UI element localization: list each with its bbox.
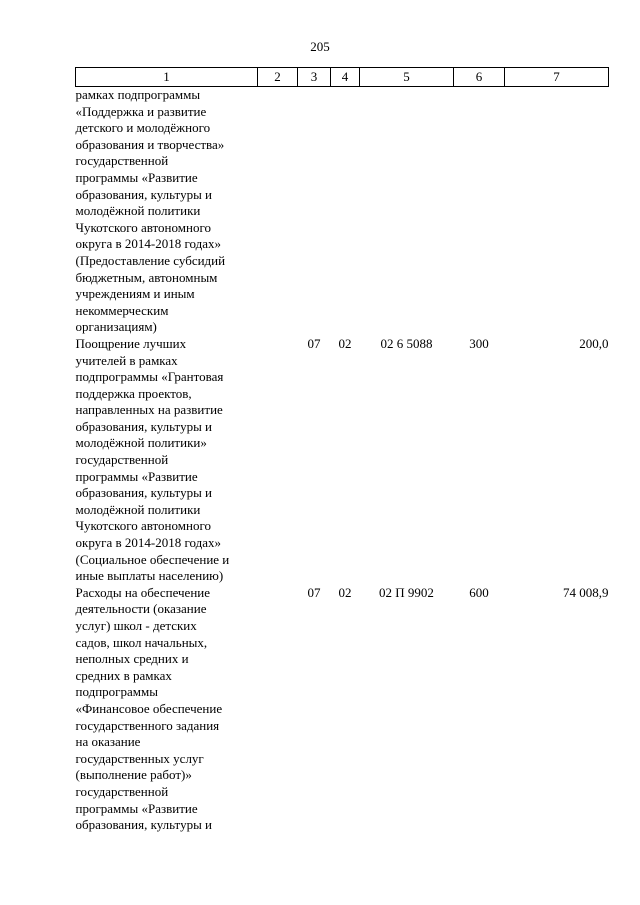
description-line: учителей в рамках [75,352,178,368]
description-line: бюджетным, автономным [75,269,218,285]
description-line: Поощрение лучших [75,335,187,351]
description-line: государственной [75,153,169,169]
description-line: «Поддержка и развитие [75,103,207,119]
description-line: подпрограммы «Грантовая [75,369,224,385]
description-line: иные выплаты населению) [75,568,224,584]
cell-expense-type [454,87,505,336]
description-line: некоммерческим [75,302,169,318]
table-body [76,87,609,834]
cell-description [76,585,258,834]
page-number: 205 [310,39,330,54]
description-line: государственной [75,452,169,468]
column-header-4: 4 [331,68,360,87]
description-line: детского и молодёжного [75,120,211,136]
cell-subsection: 02 [338,335,352,351]
cell-description [76,336,258,585]
description-line: образования, культуры и [75,485,213,501]
description-line: молодёжной политики [75,203,201,219]
column-header-1: 1 [76,68,258,87]
column-header-5: 5 [360,68,454,87]
description-line: садов, школ начальных, [75,634,208,650]
description-line: «Финансовое обеспечение [75,700,223,716]
description-line: образования, культуры и [75,817,213,833]
description-line: Чукотского автономного [75,219,211,235]
description-line: округа в 2014-2018 годах» [75,535,221,551]
cell-target-article [360,87,454,336]
table-row [76,87,609,336]
description-line: учреждениям и иным [75,286,195,302]
description-line: программы «Развитие [75,468,198,484]
description-line: образования и творчества» [75,136,225,152]
description-line: молодёжной политики [75,501,201,517]
description-line: на оказание [75,734,141,750]
description-line: подпрограммы [75,684,158,700]
column-header-6: 6 [454,68,505,87]
description-line: рамках подпрограммы [75,87,201,102]
description-line: программы «Развитие [75,169,198,185]
description-line: государственного задания [75,717,220,733]
cell-col-2 [258,585,298,834]
cell-section [298,87,331,336]
column-header-2: 2 [258,68,298,87]
cell-col-2 [258,87,298,336]
description-line: неполных средних и [75,651,189,667]
description-line: средних в рамках [75,667,172,683]
cell-expense-type: 300 [469,335,489,351]
cell-amount: 200,0 [579,335,609,351]
description-line: поддержка проектов, [75,385,192,401]
description-line: Расходы на обеспечение [75,584,211,600]
column-header-3: 3 [298,68,331,87]
column-number-row [76,68,609,87]
cell-amount: 74 008,9 [563,584,609,600]
cell-section: 07 [307,335,321,351]
description-line: направленных на развитие [75,402,223,418]
budget-table [75,67,609,834]
description-line: (выполнение работ)» [75,767,192,783]
cell-col-2 [258,336,298,585]
description-line: (Социальное обеспечение и [75,551,230,567]
description-line: округа в 2014-2018 годах» [75,236,221,252]
cell-description [76,87,258,336]
description-line: Чукотского автономного [75,518,211,534]
description-line: программы «Развитие [75,800,198,816]
description-line: деятельности (оказание [75,601,207,617]
description-line: государственных услуг [75,750,204,766]
cell-expense-type: 600 [469,584,489,600]
description-line: организациям) [75,319,157,335]
table-row [76,336,609,585]
description-line: молодёжной политики» [75,435,207,451]
cell-section: 07 [307,584,321,600]
description-line: (Предоставление субсидий [75,252,226,268]
cell-subsection: 02 [338,584,352,600]
column-header-7: 7 [505,68,609,87]
table-row [76,585,609,834]
description-line: государственной [75,783,169,799]
cell-target-article: 02 П 9902 [379,584,434,600]
cell-amount [505,87,609,336]
description-line: услуг) школ - детских [75,618,197,633]
cell-target-article: 02 6 5088 [380,335,433,351]
cell-subsection [331,87,360,336]
description-line: образования, культуры и [75,186,213,202]
description-line: образования, культуры и [75,418,213,434]
